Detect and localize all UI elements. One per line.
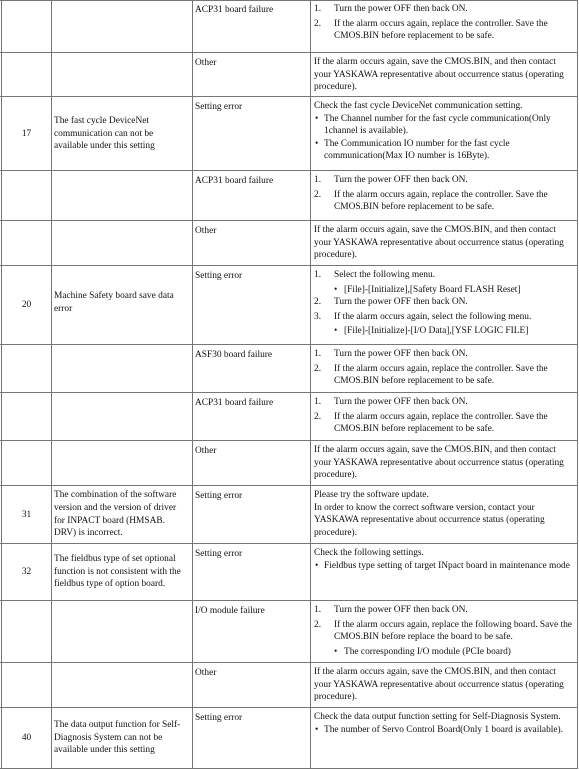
alarm-number-cell — [1, 345, 51, 392]
step-number: 1. — [314, 349, 322, 359]
alarm-description-cell — [51, 393, 192, 440]
step-text: Turn the power OFF then back ON. — [334, 175, 468, 185]
sub-bullet-text: The corresponding I/O module (PCIe board) — [344, 646, 511, 657]
remedy-sub-bullet — [314, 325, 573, 338]
remedy-cell — [310, 601, 578, 662]
alarm-number-cell — [1, 53, 51, 96]
alarm-description: The fieldbus type of set optional function is not consistent with the fieldbus type of option board. — [54, 554, 181, 590]
remedy-cell — [310, 663, 578, 707]
bullet-icon: • — [334, 646, 338, 657]
remedy-step — [314, 604, 573, 617]
alarm-description-cell — [51, 221, 192, 265]
remedy-step — [314, 363, 573, 388]
table-row — [0, 708, 578, 769]
alarm-number: 31 — [21, 509, 32, 520]
remedy-cell — [310, 221, 578, 265]
remedy-cell — [310, 441, 578, 485]
table-row — [0, 345, 578, 393]
step-text: If the alarm occurs again, replace the controller. Save the CMOS.BIN before replacement to be safe. — [334, 18, 548, 42]
cause-cell — [192, 601, 310, 662]
bullet-icon: • — [334, 284, 338, 295]
remedy-step — [314, 3, 573, 16]
remedy-paragraph: If the alarm occurs again, save the CMOS.BIN, and then contact your YASKAWA representative about occurrence status (operating procedure). — [314, 667, 564, 703]
cause-cell — [192, 221, 310, 265]
table-row — [0, 486, 578, 544]
cause-text: Setting error — [195, 491, 243, 501]
alarm-number: 32 — [21, 567, 32, 577]
alarm-number-cell — [1, 544, 51, 600]
cause-cell — [192, 345, 310, 392]
bullet-text: The Channel number for the fast cycle communication(Only 1channel is available). — [324, 113, 551, 137]
remedy-paragraph: If the alarm occurs again, save the CMOS.BIN, and then contact your YASKAWA representative about occurrence status (operating procedure). — [314, 225, 564, 261]
remedy-paragraph: If the alarm occurs again, save the CMOS.BIN, and then contact your YASKAWA representative about occurrence status (operating procedure). — [314, 445, 564, 481]
remedy-paragraph: Check the fast cycle DeviceNet communication setting. — [314, 101, 523, 111]
remedy-bullet — [314, 113, 573, 138]
alarm-description-cell — [51, 97, 192, 170]
cause-cell — [192, 441, 310, 485]
step-number: 1. — [314, 605, 322, 615]
alarm-number-cell — [1, 601, 51, 662]
table-row — [0, 393, 578, 441]
step-number: 3. — [314, 311, 322, 322]
alarm-description: The combination of the software version and the version of driver for INPACT board (HMSAB. DRV) is incorrect. — [54, 490, 177, 539]
remedy-cell — [310, 0, 578, 52]
remedy-paragraph: Check the data output function setting for Self-Diagnosis System. — [314, 712, 561, 722]
remedy-step — [314, 269, 573, 282]
cause-cell — [192, 0, 310, 52]
cause-text: ASF30 board failure — [195, 350, 273, 360]
alarm-number-cell — [1, 266, 51, 344]
step-text: If the alarm occurs again, replace the controller. Save the CMOS.BIN before replacement to be safe. — [334, 363, 548, 387]
table-row — [0, 171, 578, 221]
cause-cell — [192, 708, 310, 768]
step-number: 2. — [314, 18, 322, 29]
sub-bullet-text: [File]-[Initialize]-[I/O Data],[YSF LOGIC FILE] — [344, 326, 529, 337]
alarm-number-cell — [1, 221, 51, 265]
remedy-bullet — [314, 724, 573, 737]
step-text: Select the following menu. — [334, 270, 436, 280]
cause-text: Other — [195, 446, 217, 456]
remedy-paragraph: If the alarm occurs again, save the CMOS.BIN, and then contact your YASKAWA representative about occurrence status (operating procedure). — [314, 57, 564, 93]
alarm-number: 17 — [21, 128, 32, 139]
alarm-description: The fast cycle DeviceNet communication can not be available under this setting — [54, 116, 155, 152]
alarm-description-cell — [51, 266, 192, 344]
step-number: 2. — [314, 189, 322, 200]
cause-cell — [192, 53, 310, 96]
step-number: 1. — [314, 4, 322, 14]
alarm-number-cell — [1, 708, 51, 768]
cause-cell — [192, 393, 310, 440]
remedy-paragraph: In order to know the correct software version, contact your YASKAWA representative about occurrence status (operating procedure). — [314, 502, 545, 538]
remedy-step — [314, 189, 573, 214]
alarm-number: 40 — [21, 733, 32, 743]
cause-text: ACP31 board failure — [195, 176, 274, 186]
alarm-description-cell — [51, 544, 192, 600]
cause-text: ACP31 board failure — [195, 398, 274, 408]
remedy-step — [314, 619, 573, 644]
bullet-icon: • — [315, 113, 319, 124]
remedy-cell — [310, 171, 578, 220]
alarm-number-cell — [1, 0, 51, 52]
step-number: 2. — [314, 363, 322, 374]
alarm-number-cell — [1, 393, 51, 440]
remedy-paragraph: Please try the software update. — [314, 490, 429, 500]
alarm-number-cell — [1, 97, 51, 170]
alarm-number-cell — [1, 441, 51, 485]
remedy-cell — [310, 544, 578, 600]
step-number: 1. — [314, 270, 322, 280]
step-text: Turn the power OFF then back ON. — [334, 349, 468, 359]
remedy-cell — [310, 486, 578, 543]
remedy-cell — [310, 97, 578, 170]
table-row — [0, 53, 578, 97]
table-row — [0, 97, 578, 171]
table-row — [0, 601, 578, 663]
alarm-description-cell — [51, 345, 192, 392]
alarm-description-cell — [51, 171, 192, 220]
alarm-description-cell — [51, 663, 192, 707]
step-number: 1. — [314, 175, 322, 185]
alarm-number-cell — [1, 171, 51, 220]
cause-cell — [192, 266, 310, 344]
alarm-description-cell — [51, 601, 192, 662]
table-row — [0, 0, 578, 53]
cause-text: Other — [195, 226, 217, 236]
alarm-description: Machine Safety board save data error — [54, 291, 174, 314]
bullet-text: The number of Servo Control Board(Only 1 board is available). — [324, 724, 564, 735]
cause-text: Setting error — [195, 713, 243, 723]
step-number: 2. — [314, 619, 322, 630]
step-text: Turn the power OFF then back ON. — [334, 605, 468, 615]
cause-cell — [192, 486, 310, 543]
cause-cell — [192, 544, 310, 600]
remedy-cell — [310, 53, 578, 96]
step-text: If the alarm occurs again, replace the controller. Save the CMOS.BIN before replacement to be safe. — [334, 189, 548, 213]
remedy-step — [314, 411, 573, 436]
remedy-step — [314, 18, 573, 43]
alarm-description: The data output function for Self-Diagnosis System can not be available under this setting — [54, 720, 181, 756]
remedy-cell — [310, 708, 578, 768]
cause-text: Setting error — [195, 102, 243, 112]
cause-text: I/O module failure — [195, 606, 265, 616]
remedy-cell — [310, 393, 578, 440]
cause-text: Setting error — [195, 549, 243, 559]
bullet-text: The Communication IO number for the fast cycle communication(Max IO number is 16Byte). — [324, 138, 510, 162]
table-row — [0, 266, 578, 345]
step-text: If the alarm occurs again, select the following menu. — [334, 311, 532, 322]
alarm-number-cell — [1, 663, 51, 707]
remedy-step — [314, 296, 573, 309]
cause-cell — [192, 171, 310, 220]
step-number: 1. — [314, 397, 322, 407]
remedy-bullet — [314, 138, 573, 163]
cause-text: Other — [195, 668, 217, 678]
cause-cell — [192, 97, 310, 170]
remedy-sub-bullet — [314, 284, 573, 297]
step-text: If the alarm occurs again, replace the controller. Save the CMOS.BIN before replacement to be safe. — [334, 411, 548, 435]
table-top-border — [0, 0, 578, 1]
bullet-icon: • — [315, 138, 319, 149]
alarm-description-cell — [51, 486, 192, 543]
cause-cell — [192, 663, 310, 707]
cause-text: Other — [195, 58, 217, 68]
remedy-bullet — [314, 560, 573, 573]
table-row — [0, 441, 578, 486]
cause-text: ACP31 board failure — [195, 5, 274, 15]
remedy-sub-bullet — [314, 646, 573, 659]
sub-bullet-text: [File]-[Initialize],[Safety Board FLASH Reset] — [344, 284, 521, 295]
table-row — [0, 544, 578, 601]
remedy-cell — [310, 266, 578, 344]
alarm-description-cell — [51, 53, 192, 96]
alarm-description-cell — [51, 441, 192, 485]
alarm-number: 20 — [21, 300, 32, 310]
table-row — [0, 221, 578, 266]
step-number: 2. — [314, 297, 322, 308]
alarm-number-cell — [1, 486, 51, 543]
alarm-description-cell — [51, 708, 192, 768]
step-text: Turn the power OFF then back ON. — [334, 4, 468, 14]
step-text: If the alarm occurs again, replace the following board. Save the CMOS.BIN before replace the board to be safe. — [334, 619, 572, 643]
step-text: Turn the power OFF then back ON. — [334, 397, 468, 407]
remedy-step — [314, 396, 573, 409]
cause-text: Setting error — [195, 271, 243, 281]
alarm-description-cell — [51, 0, 192, 52]
table-row — [0, 663, 578, 708]
step-text: Turn the power OFF then back ON. — [334, 297, 468, 308]
remedy-cell — [310, 345, 578, 392]
bullet-text: Fieldbus type setting of target INpact board in maintenance mode — [324, 560, 570, 571]
remedy-paragraph: Check the following settings. — [314, 548, 424, 558]
remedy-step — [314, 174, 573, 187]
bullet-icon: • — [315, 724, 319, 735]
bullet-icon: • — [334, 326, 338, 337]
step-number: 2. — [314, 411, 322, 422]
remedy-step — [314, 311, 573, 324]
bullet-icon: • — [315, 560, 319, 571]
remedy-step — [314, 348, 573, 361]
